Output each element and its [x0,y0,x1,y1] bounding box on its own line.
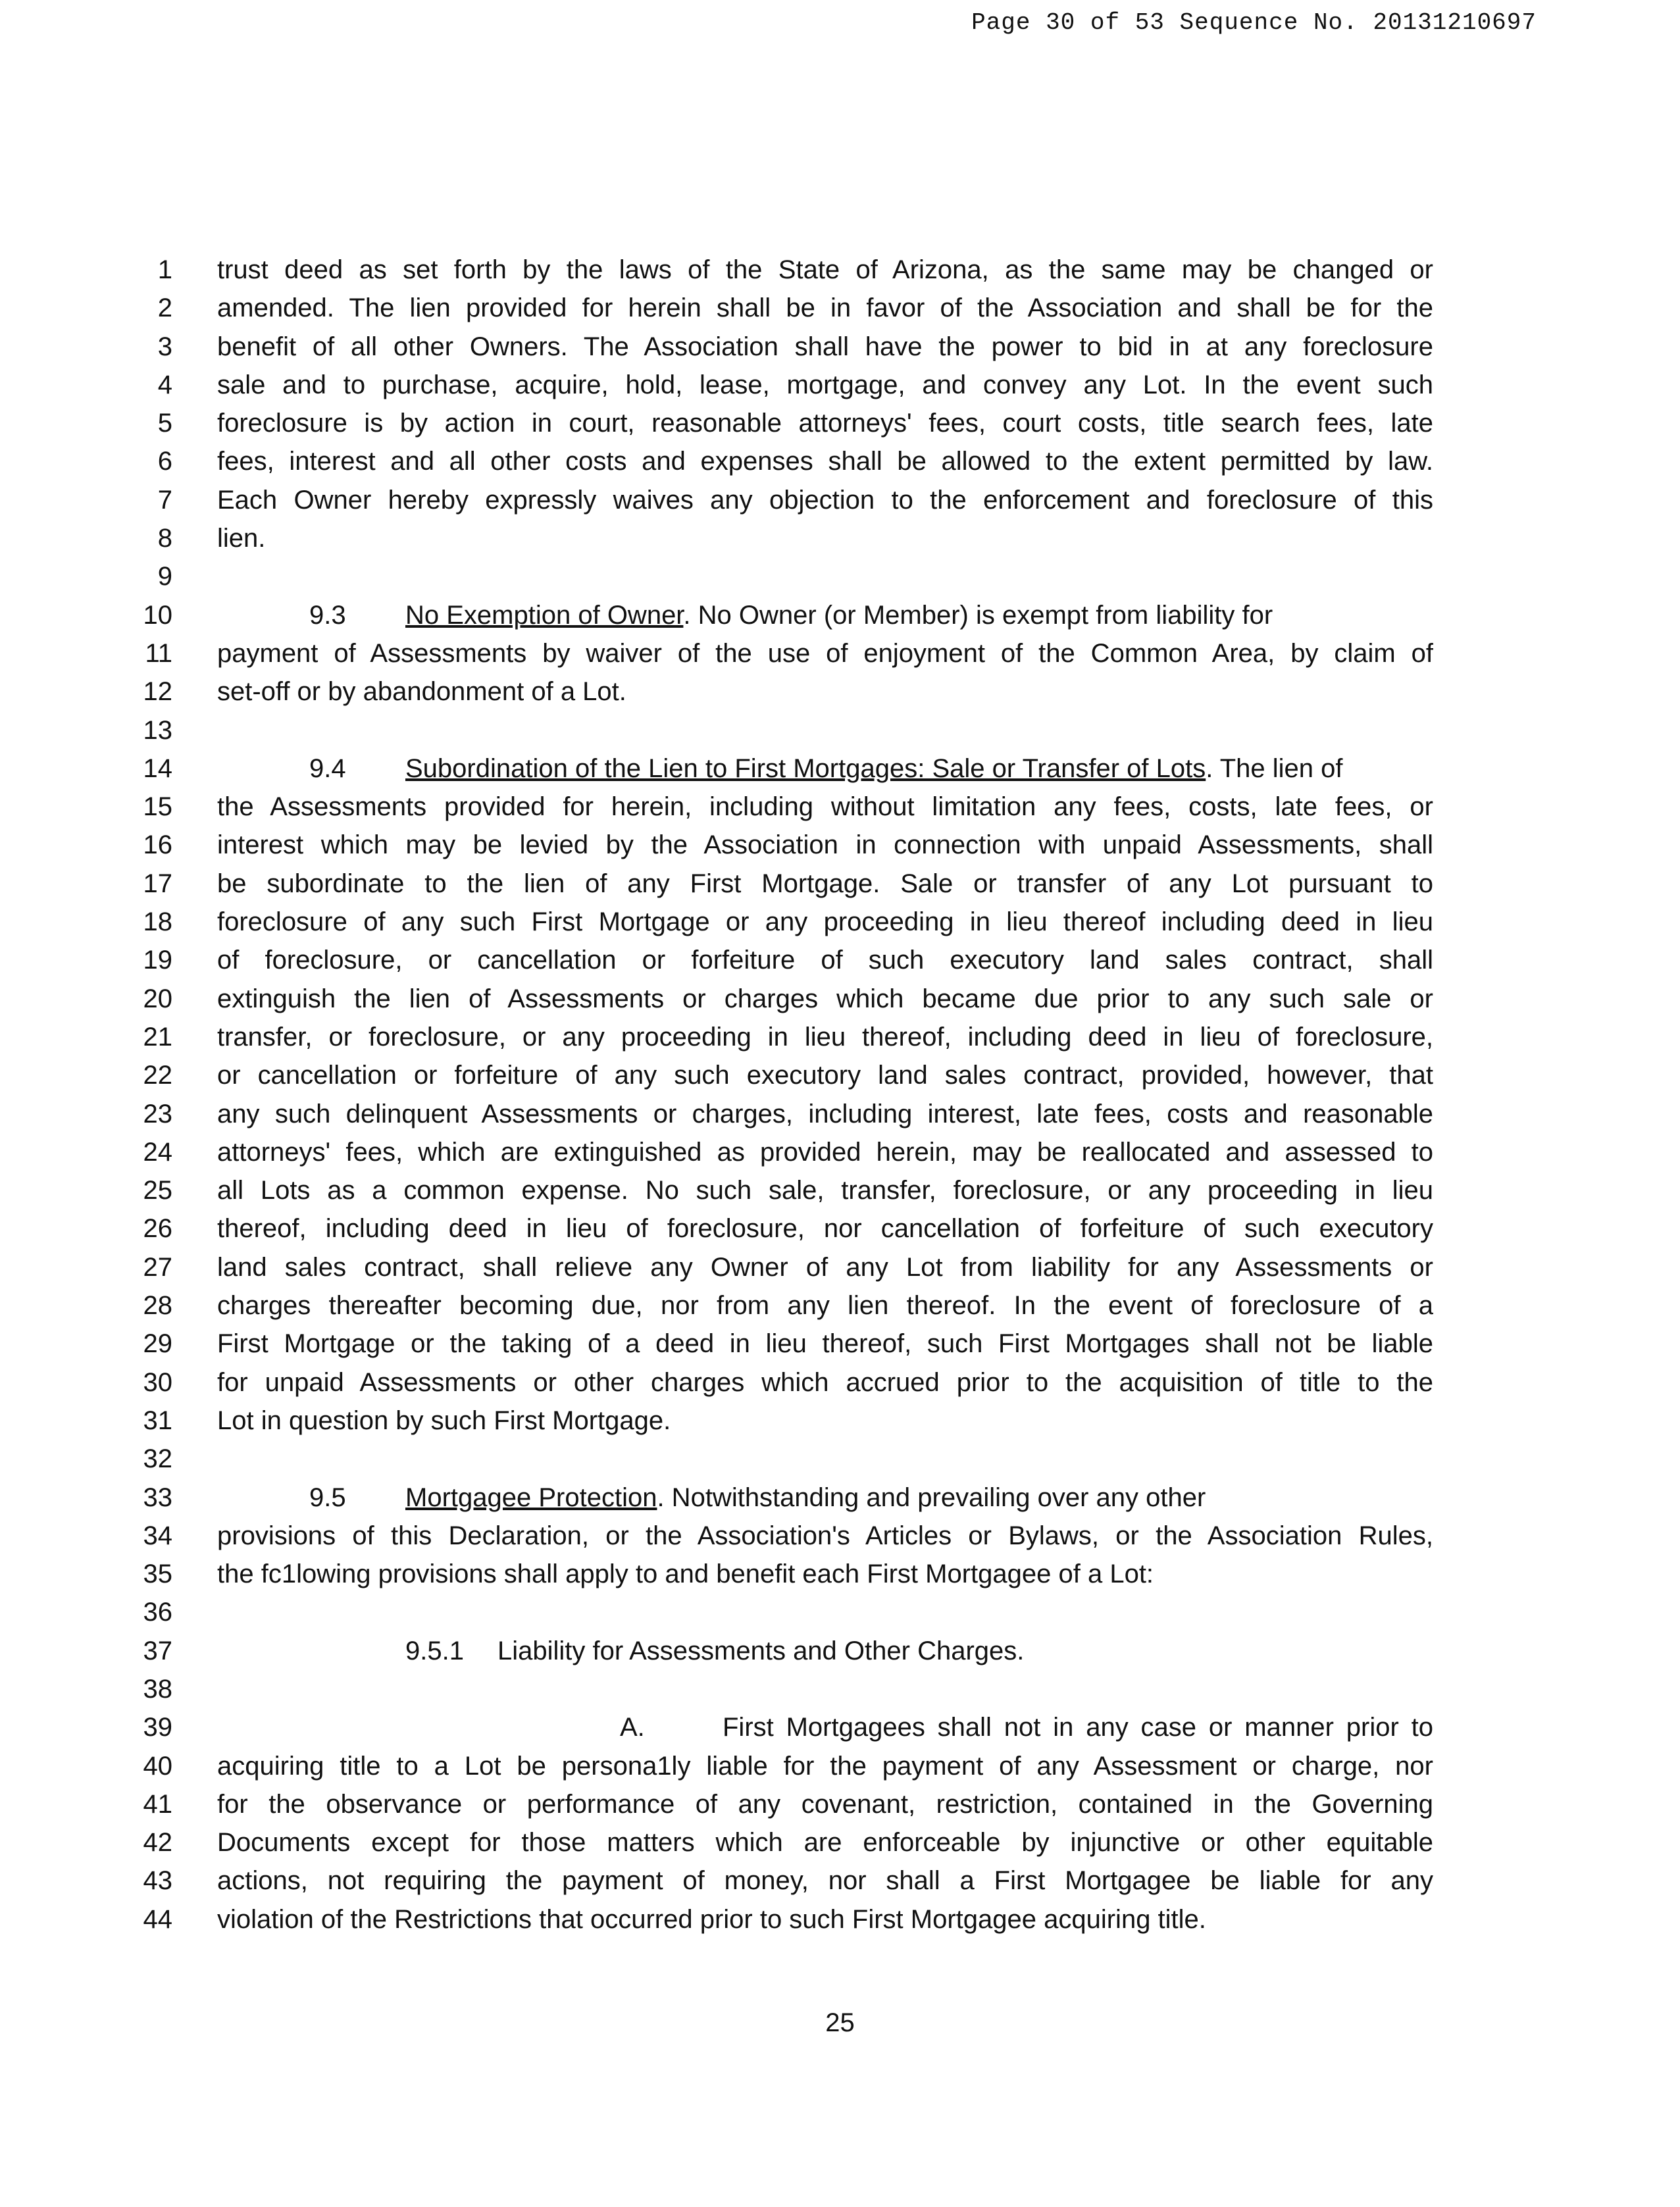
subsection-number: 9.5.1 [405,1636,464,1665]
line-text: be subordinate to the lien of any First Mortgage. Sale or transfer of any Lot pursuant to [217,869,1433,898]
line-number: 44 [143,1904,172,1934]
document-line [0,903,1680,941]
line-number: 35 [143,1560,172,1589]
page-number: 25 [825,2008,855,2037]
line-number: 9 [157,562,172,592]
section-number: 9.4 [309,753,346,783]
document-line [0,289,1680,327]
document-line [0,1286,1680,1325]
document-line [0,1171,1680,1209]
line-text: charges thereafter becoming due, nor from any lien thereof. In the event of foreclosure of a [217,1291,1433,1321]
line-number: 4 [157,370,172,399]
document-line [0,519,1680,557]
line-text: payment of Assessments by waiver of the use of enjoyment of the Common Area, by claim of [217,638,1433,668]
section-heading-line [0,1479,1680,1517]
document-line [0,404,1680,442]
section-number: 9.5 [309,1483,346,1512]
line-text: for unpaid Assessments or other charges which accrued prior to the acquisition of title to the [217,1367,1433,1397]
line-text: any such delinquent Assessments or charges, including interest, late fees, costs and reasonable [217,1099,1433,1129]
document-line [0,711,1680,749]
paragraph-letter: A. [620,1713,645,1742]
line-text: attorneys' fees, which are extinguished as provided herein, may be reallocated and assessed to [217,1137,1433,1167]
paragraph-letter-line [0,1708,1680,1746]
document-line [0,672,1680,711]
line-number: 22 [143,1061,172,1090]
line-number: 23 [143,1099,172,1129]
line-number: 12 [143,677,172,707]
document-line [0,557,1680,596]
page-sequence-header: Page 30 of 53 Sequence No. 20131210697 [971,9,1537,36]
line-number: 16 [143,830,172,860]
line-number: 2 [157,293,172,323]
line-text: transfer, or foreclosure, or any proceeding in lieu thereof, including deed in lieu of foreclosure, [217,1022,1433,1052]
line-number: 14 [143,753,172,783]
line-text: violation of the Restrictions that occurred prior to such First Mortgagee acquiring title. [217,1904,1206,1934]
document-body [0,251,1680,1939]
document-line [0,1747,1680,1785]
line-text: for the observance or performance of any covenant, restriction, contained in the Governing [217,1789,1433,1819]
line-number: 13 [143,715,172,745]
line-number: 29 [143,1329,172,1359]
line-text: or cancellation or forfeiture of any such executory land sales contract, provided, however, that [217,1061,1433,1090]
line-text [217,1632,1433,1670]
line-number: 38 [143,1674,172,1704]
line-text [217,596,1433,634]
document-line [0,1095,1680,1133]
line-number: 37 [143,1636,172,1665]
document-line [0,1133,1680,1171]
line-number: 32 [143,1444,172,1474]
line-number: 41 [143,1789,172,1819]
document-line [0,328,1680,366]
document-line [0,1900,1680,1939]
line-number: 27 [143,1252,172,1282]
document-line [0,865,1680,903]
document-line [0,788,1680,826]
document-line [0,1517,1680,1555]
line-text: all Lots as a common expense. No such sale, transfer, foreclosure, or any proceeding in lieu [217,1176,1433,1205]
document-line [0,1440,1680,1478]
line-number: 25 [143,1176,172,1205]
line-number: 26 [143,1214,172,1244]
line-text: the fc1lowing provisions shall apply to and benefit each First Mortgagee of a Lot: [217,1560,1154,1589]
document-line [0,1209,1680,1248]
line-number: 17 [143,869,172,898]
line-text: First Mortgage or the taking of a deed in lieu thereof, such First Mortgages shall not be liable [217,1329,1433,1359]
line-text: interest which may be levied by the Association in connection with unpaid Assessments, shall [217,830,1433,860]
subsection-heading: Liability for Assessments and Other Charges. [497,1636,1025,1665]
line-number: 33 [143,1483,172,1512]
line-number: 31 [143,1406,172,1435]
line-text [217,1708,1433,1746]
document-line [0,442,1680,480]
document-line [0,1018,1680,1056]
section-number: 9.3 [309,600,346,630]
line-number: 28 [143,1291,172,1321]
paragraph-lead-text: First Mortgagees shall not in any case or manner prior to [723,1713,1433,1742]
document-line [0,251,1680,289]
document-line [0,1785,1680,1823]
line-text: Documents except for those matters which are enforceable by injunctive or other equitable [217,1828,1433,1858]
line-number: 8 [157,524,172,553]
line-text: Each Owner hereby expressly waives any objection to the enforcement and foreclosure of this [217,485,1433,515]
section-heading-line [0,596,1680,634]
line-number: 34 [143,1521,172,1550]
document-line [0,941,1680,979]
line-number: 10 [143,600,172,630]
document-line [0,1593,1680,1631]
document-line [0,1248,1680,1286]
line-text: thereof, including deed in lieu of foreclosure, nor cancellation of forfeiture of such executory [217,1214,1433,1244]
line-text: benefit of all other Owners. The Association shall have the power to bid in at any foreclosure [217,332,1433,361]
line-text: lien. [217,524,266,553]
line-number: 40 [143,1751,172,1781]
section-heading-line [0,749,1680,788]
document-line [0,1823,1680,1862]
line-number: 6 [157,447,172,476]
section-heading: Mortgagee Protection [405,1483,657,1512]
line-number: 36 [143,1598,172,1627]
line-text: of foreclosure, or cancellation or forfeiture of such executory land sales contract, shall [217,946,1433,975]
document-line [0,1670,1680,1708]
line-text: set-off or by abandonment of a Lot. [217,677,626,707]
line-text: foreclosure of any such First Mortgage or any proceeding in lieu thereof including deed in lieu [217,907,1433,937]
subsection-heading-line [0,1632,1680,1670]
document-line [0,1325,1680,1363]
document-line [0,366,1680,404]
section-lead-text: . Notwithstanding and prevailing over any other [657,1483,1206,1512]
line-text: land sales contract, shall relieve any Owner of any Lot from liability for any Assessments or [217,1252,1433,1282]
line-number: 39 [143,1713,172,1742]
line-text: trust deed as set forth by the laws of the State of Arizona, as the same may be changed or [217,255,1433,284]
section-heading: No Exemption of Owner [405,600,684,630]
line-number: 42 [143,1828,172,1858]
document-line [0,1363,1680,1402]
line-text: actions, not requiring the payment of money, nor shall a First Mortgagee be liable for any [217,1866,1433,1896]
line-text [217,749,1433,788]
line-text: acquiring title to a Lot be persona1ly liable for the payment of any Assessment or charge, nor [217,1751,1433,1781]
document-line [0,634,1680,672]
section-heading: Subordination of the Lien to First Mortgages: Sale or Transfer of Lots [405,753,1206,783]
document-line [0,1402,1680,1440]
line-text: fees, interest and all other costs and expenses shall be allowed to the extent permitted by law. [217,447,1433,476]
line-number: 15 [143,792,172,822]
line-text: foreclosure is by action in court, reasonable attorneys' fees, court costs, title search fees, late [217,409,1433,438]
section-lead-text: . No Owner (or Member) is exempt from liability for [683,600,1273,630]
document-line [0,1056,1680,1094]
line-number: 3 [157,332,172,361]
line-text: provisions of this Declaration, or the Association's Articles or Bylaws, or the Association Rules, [217,1521,1433,1550]
line-text [217,1479,1433,1517]
document-line [0,980,1680,1018]
line-number: 7 [157,485,172,515]
line-text: extinguish the lien of Assessments or charges which became due prior to any such sale or [217,984,1433,1013]
line-number: 18 [143,907,172,937]
line-number: 11 [145,638,172,668]
line-number: 30 [143,1367,172,1397]
document-line [0,481,1680,519]
line-text: amended. The lien provided for herein shall be in favor of the Association and shall be for the [217,293,1433,323]
document-line [0,1862,1680,1900]
line-number: 21 [143,1022,172,1052]
document-line [0,826,1680,864]
line-number: 43 [143,1866,172,1896]
section-lead-text: . The lien of [1206,753,1343,783]
line-text: sale and to purchase, acquire, hold, lease, mortgage, and convey any Lot. In the event such [217,370,1433,399]
line-number: 20 [143,984,172,1013]
line-number: 5 [157,409,172,438]
line-number: 1 [157,255,172,284]
line-number: 24 [143,1137,172,1167]
line-text: Lot in question by such First Mortgage. [217,1406,671,1435]
line-text: the Assessments provided for herein, including without limitation any fees, costs, late fees, or [217,792,1433,822]
document-line [0,1555,1680,1593]
line-number: 19 [143,946,172,975]
